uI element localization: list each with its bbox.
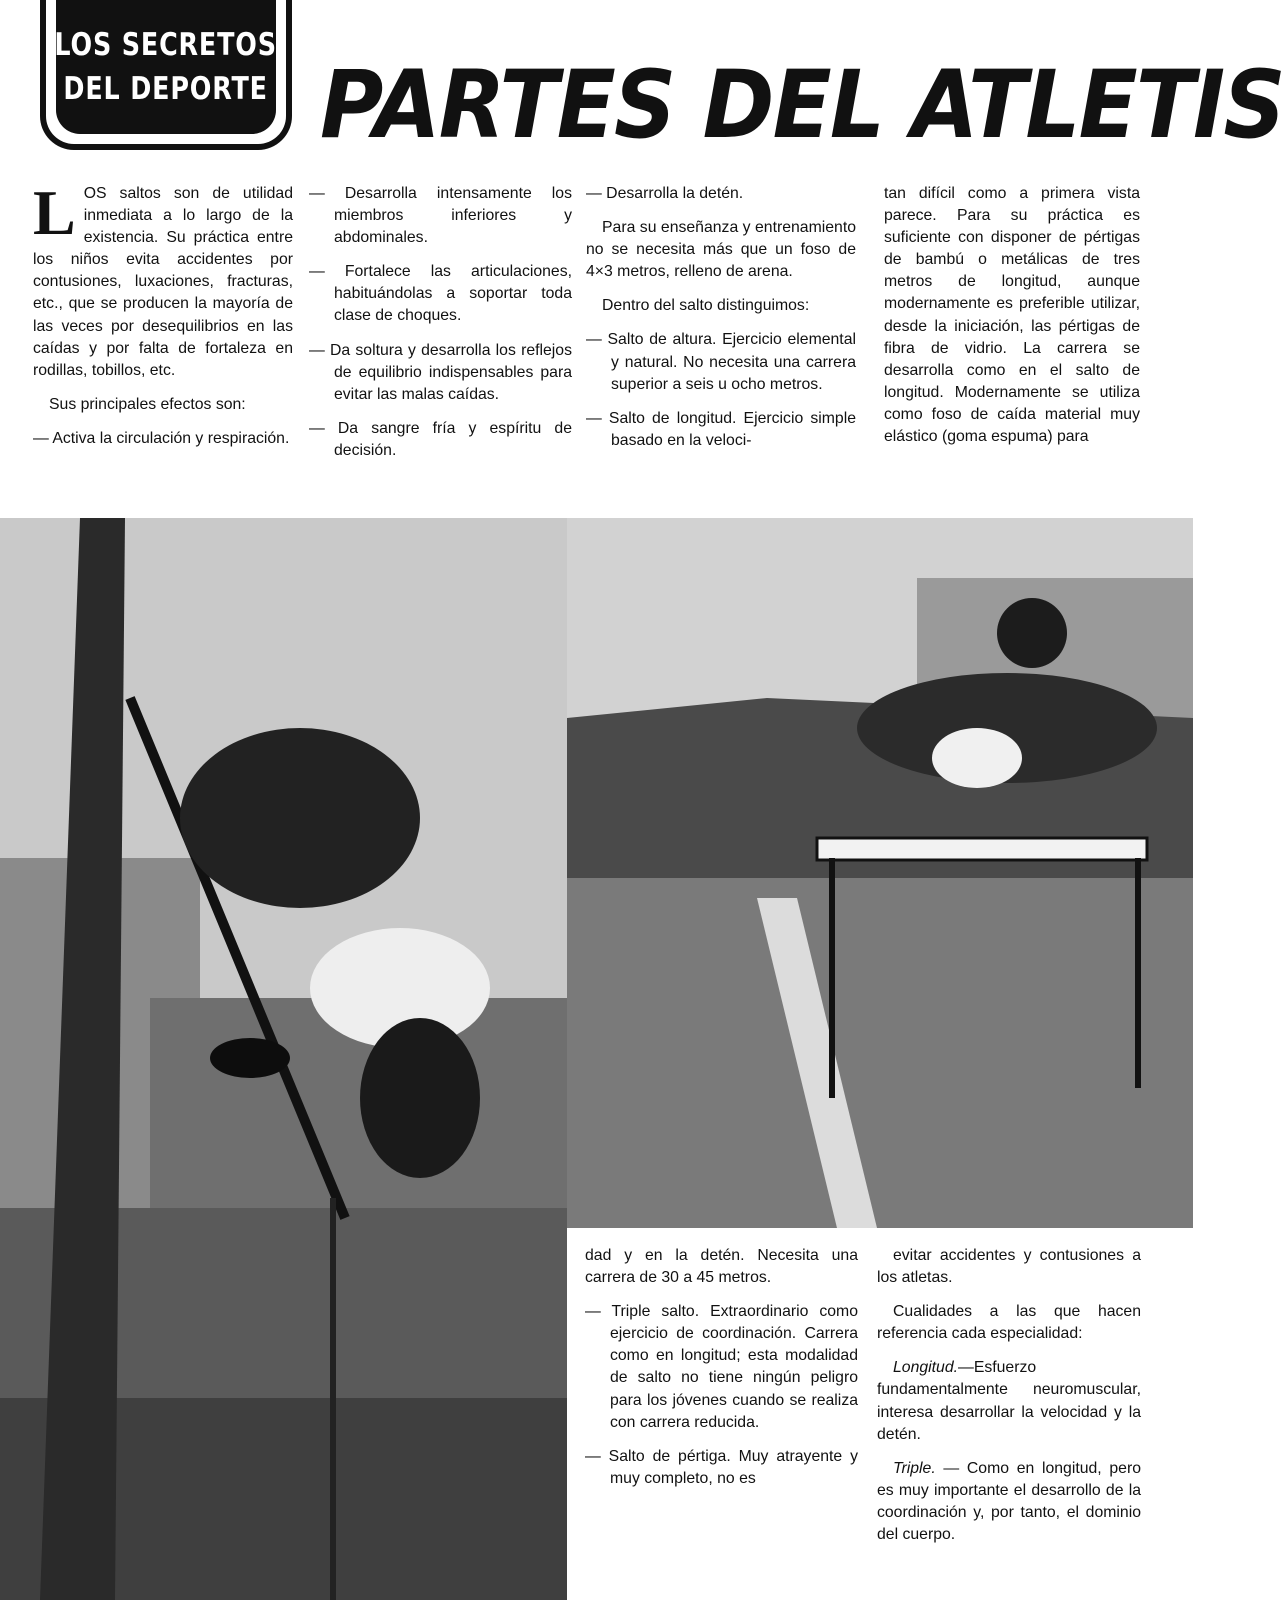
longitud-text: —Esfuerzo fundamentalmente neuromuscular, interesa desarrollar la velocidad y la detén. (877, 1359, 1141, 1443)
col6-paragraph-1: evitar accidentes y contusiones a los atletas. (877, 1247, 1141, 1287)
triple-label: Triple. (893, 1459, 936, 1477)
col1-paragraph-2: Sus principales efectos son: (49, 395, 246, 413)
column-4 (884, 183, 1140, 460)
col5-list-item-1: — Triple salto. Extraordinario como ejercicio de coordinación. Carrera como en longitud; esta modalidad de salto no tiene ningún peligro para los jóvenes cuando se realiza con carrera reducida. (585, 1303, 858, 1431)
badge-line-1: LOS SECRETOS (54, 27, 278, 63)
col5-paragraph-1: dad y en la detén. Necesita una carrera de 30 a 45 metros. (585, 1247, 858, 1287)
col2-list-item-2: — Fortalece las articulaciones, habituándolas a soportar toda clase de choques. (309, 263, 572, 325)
photo-high-jump (0, 518, 567, 1600)
col4-paragraph-1: tan difícil como a primera vista parece. Para su práctica es suficiente con disponer de pértigas de bambú o metálicas de tres metros de longitud, aunque modernamente es preferible utilizar, desde la iniciación, las pértigas de fibra de vidrio. La carrera se desarrolla como en el salto de longitud. Modernamente se utiliza como foso de caída material muy elástico (goma espuma) para (884, 185, 1140, 446)
high-jump-illustration (0, 518, 567, 1600)
col3-list-item-3: — Salto de longitud. Ejercicio simple basado en la veloci- (586, 409, 856, 449)
column-2 (309, 183, 572, 474)
drop-cap: L (33, 177, 76, 248)
column-5 (585, 1245, 858, 1502)
col1-paragraph-1: OS saltos son de utilidad inmediata a lo largo de la existencia. Su práctica entre los niños evita accidentes por contusiones, luxaciones, fracturas, etc., que se producen la mayoría de las veces por desequilibrios en las caídas y por falta de fortaleza en rodillas, tobillos, etc. (33, 185, 293, 379)
col1-list-item-1: — Activa la circulación y respiración. (33, 429, 290, 447)
longitud-label: Longitud. (893, 1359, 959, 1377)
headline: PARTES DEL ATLETIS (320, 51, 1284, 160)
col2-list-item-1: — Desarrolla intensamente los miembros inferiores y abdominales. (309, 185, 572, 247)
col3-paragraph-2: Dentro del salto distinguimos: (602, 297, 810, 315)
section-badge (40, 0, 292, 150)
hurdler-illustration (567, 518, 1193, 1228)
column-1 (33, 177, 293, 462)
col2-list-item-4: — Da sangre fría y espíritu de decisión. (309, 419, 572, 459)
col3-paragraph-1: Para su enseñanza y entrenamiento no se necesita más que un foso de 4×3 metros, relleno de arena. (586, 219, 856, 281)
column-3 (586, 183, 856, 464)
col3-list-item-2: — Salto de altura. Ejercicio elemental y natural. No necesita una carrera superior a seis u ocho metros. (586, 331, 856, 393)
badge-line-2: DEL DEPORTE (63, 71, 269, 107)
photo-hurdler (567, 518, 1193, 1228)
col3-list-item-1: — Desarrolla la detén. (586, 185, 744, 202)
col6-paragraph-2: Cualidades a las que hacen referencia cada especialidad: (877, 1303, 1141, 1343)
triple-text: — Como en longitud, pero es muy importante el desarrollo de la coordinación y, por tanto, el dominio del cuerpo. (877, 1459, 1141, 1544)
col2-list-item-3: — Da soltura y desarrolla los reflejos de equilibrio indispensables para evitar las malas caídas. (309, 341, 572, 403)
section-badge-inner (56, 0, 276, 134)
col5-list-item-2: — Salto de pértiga. Muy atrayente y muy completo, no es (585, 1447, 858, 1487)
column-6 (877, 1245, 1141, 1558)
